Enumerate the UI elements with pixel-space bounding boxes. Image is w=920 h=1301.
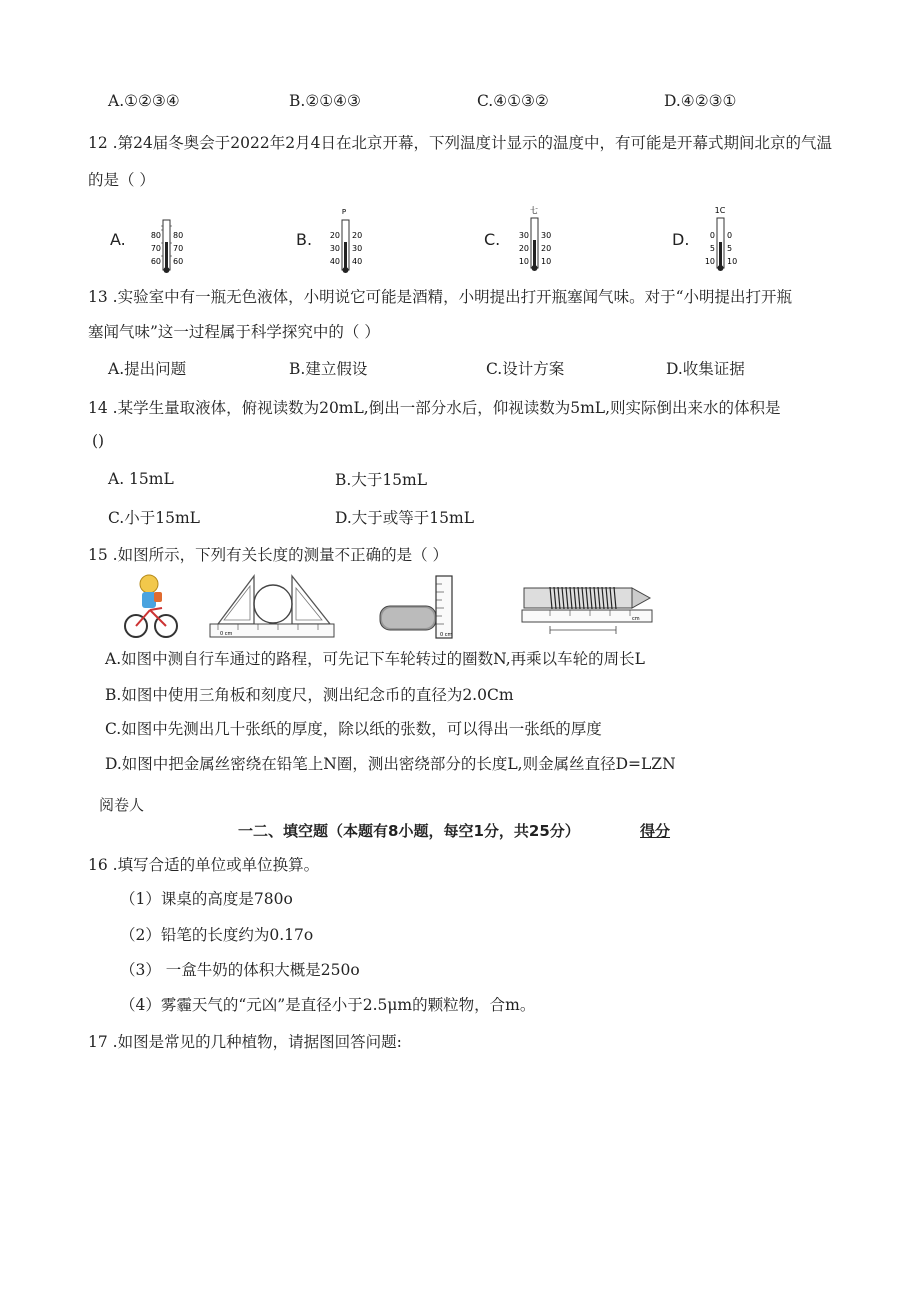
q16-stem: 16 .填写合适的单位或单位换算。	[88, 856, 320, 874]
q12-option-letter-b: B.	[296, 230, 313, 249]
ruler-1-unit: 0 cm	[220, 631, 233, 637]
wire-pencil-ruler-figure	[520, 578, 658, 640]
q15-option-b: B.如图中使用三角板和刻度尺，测出纪念币的直径为2.0Cm	[105, 686, 514, 704]
q15-stem: 15 .如图所示，下列有关长度的测量不正确的是（ ）	[88, 546, 449, 564]
thermometer-c-icon	[506, 204, 566, 274]
thermometer-d-tick-2r: 5	[727, 244, 733, 253]
thermometer-c-tick-1: 30	[518, 231, 529, 240]
thermometer-a-tick-2: 70	[150, 244, 161, 253]
thermometer-b-tick-1: 20	[329, 231, 340, 240]
paper-stack-ruler-figure	[370, 572, 466, 640]
q17-stem: 17 .如图是常见的几种植物，请据图回答问题:	[88, 1033, 402, 1051]
q12-option-letter-a: A.	[110, 230, 126, 249]
score-label: 得分	[640, 822, 671, 840]
thermometer-a-tick-1: 80	[150, 231, 161, 240]
q13-option-c: C.设计方案	[486, 360, 565, 378]
thermometer-b-tick-3r: 40	[352, 257, 363, 266]
q13-stem-line2: 塞闻气味”这一过程属于科学探究中的（ ）	[88, 323, 380, 341]
thermometer-c-tick-2r: 20	[541, 244, 552, 253]
thermometer-c-tick-1r: 30	[541, 231, 552, 240]
ruler-3-unit: cm	[632, 616, 640, 622]
thermometer-b-tick-2r: 30	[352, 244, 363, 253]
q13-option-d: D.收集证据	[666, 360, 745, 378]
thermometer-d-tick-1r: 0	[727, 231, 733, 240]
thermometer-b-unit: P	[341, 208, 347, 216]
thermometer-a-icon	[136, 212, 196, 274]
thermometer-b-tick-2: 30	[329, 244, 340, 253]
q14-option-d: D.大于或等于15mL	[335, 509, 475, 527]
q11-option-d: D.④②③①	[664, 92, 737, 110]
q12-stem-line1: 12 .第24届冬奥会于2022年2月4日在北京开幕，下列温度计显示的温度中，有可能是开幕式期间北京的气温	[88, 134, 832, 152]
thermometer-a-tick-1r: 80	[173, 231, 184, 240]
thermometer-a-tick-3r: 60	[173, 257, 184, 266]
thermometer-c-tick-2: 20	[518, 244, 529, 253]
thermometer-c-tick-3: 10	[518, 257, 529, 266]
q15-option-a: A.如图中测自行车通过的路程，可先记下车轮转过的圈数N,再乘以车轮的周长L	[105, 650, 645, 668]
q14-option-a: A. 15mL	[108, 470, 174, 488]
section-2-title: 一二、填空题（本题有8小题，每空1分，共25分）	[238, 822, 580, 840]
ruler-2-unit: 0 cm	[440, 632, 453, 638]
thermometer-d-tick-1: 0	[709, 231, 715, 240]
thermometer-b-tick-3: 40	[329, 257, 340, 266]
thermometer-a-tick-3: 60	[150, 257, 161, 266]
q15-option-d: D.如图中把金属丝密绕在铅笔上N圈，测出密绕部分的长度L,则金属丝直径D=LZN	[105, 755, 676, 773]
q16-item-3: （3） 一盒牛奶的体积大概是250o	[120, 961, 360, 979]
thermometer-b-tick-1r: 20	[352, 231, 363, 240]
thermometer-b-icon	[318, 206, 378, 274]
cyclist-figure-icon	[122, 570, 180, 640]
q13-option-b: B.建立假设	[289, 360, 368, 378]
triangle-ruler-coin-figure	[208, 572, 338, 640]
thermometer-d-tick-3r: 10	[727, 257, 738, 266]
q12-stem-line2: 的是（ ）	[88, 171, 155, 189]
thermometer-c-unit: 七	[530, 206, 538, 215]
q14-option-b: B.大于15mL	[335, 471, 428, 489]
thermometer-c-tick-3r: 10	[541, 257, 552, 266]
q16-item-1: （1）课桌的高度是780o	[120, 890, 293, 908]
q16-item-2: （2）铅笔的长度约为0.17o	[120, 926, 314, 944]
q12-option-letter-c: C.	[484, 230, 501, 249]
thermometer-a-tick-2r: 70	[173, 244, 184, 253]
thermometer-d-tick-3: 10	[704, 257, 715, 266]
q11-option-a: A.①②③④	[108, 92, 180, 110]
q11-option-b: B.②①④③	[289, 92, 361, 110]
q13-option-a: A.提出问题	[108, 360, 187, 378]
q15-option-c: C.如图中先测出几十张纸的厚度，除以纸的张数，可以得出一张纸的厚度	[105, 720, 602, 738]
q16-item-4: （4）雾霾天气的“元凶”是直径小于2.5μm的颗粒物，合m。	[120, 996, 536, 1014]
q12-option-letter-d: D.	[672, 230, 690, 249]
thermometer-d-unit: 1C	[714, 206, 726, 215]
q14-stem-line2: ()	[92, 432, 105, 450]
q14-option-c: C.小于15mL	[108, 509, 200, 527]
thermometer-d-icon	[696, 204, 756, 274]
q11-option-c: C.④①③②	[477, 92, 549, 110]
thermometer-d-tick-2: 5	[709, 244, 715, 253]
q14-stem-line1: 14 .某学生量取液体，俯视读数为20mL,倒出一部分水后，仰视读数为5mL,则实际倒出来水的体积是	[88, 399, 781, 417]
reviewer-label: 阅卷人	[99, 796, 145, 814]
q13-stem-line1: 13 .实验室中有一瓶无色液体，小明说它可能是酒精，小明提出打开瓶塞闻气味。对于“小明提出打开瓶	[88, 288, 793, 306]
